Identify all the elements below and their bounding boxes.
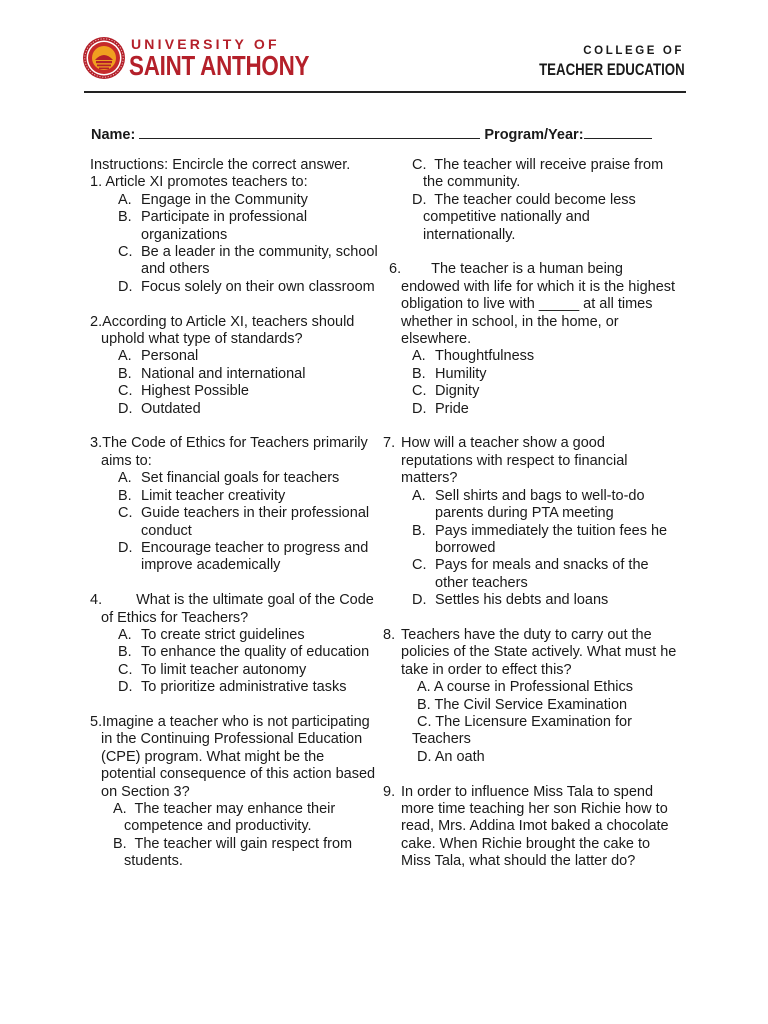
question-8: [385, 627, 680, 766]
option-a[interactable]: A. A course in Professional Ethics: [417, 679, 633, 696]
question-3: [90, 435, 380, 574]
university-name-line1: UNIVERSITY OF: [131, 36, 280, 52]
option-d[interactable]: D. To prioritize administrative tasks: [118, 679, 347, 696]
option-b[interactable]: B. To enhance the quality of education: [118, 644, 370, 661]
question-stem: 2.According to Article XI, teachers should uphold what type of standards?: [90, 313, 355, 348]
question-6: [385, 261, 680, 418]
name-label: Name:: [91, 127, 136, 143]
option-b[interactable]: B. The teacher will gain respect from students.: [113, 835, 353, 870]
option-b[interactable]: B. Limit teacher creativity: [118, 487, 286, 504]
option-c[interactable]: C. Guide teachers in their professional conduct: [118, 505, 370, 539]
question-1: [90, 174, 380, 296]
question-stem: 6. The teacher is a human being endowed with life for which it is the highest obligation to live with _____ at all times whether in school, in the home, or elsewhere.: [389, 261, 676, 348]
option-c[interactable]: C. Be a leader in the community, school and others: [118, 244, 378, 278]
page-header: [0, 0, 768, 96]
option-a[interactable]: A. To create strict guidelines: [118, 626, 305, 643]
option-d[interactable]: D. Settles his debts and loans: [412, 592, 609, 609]
option-c[interactable]: C. To limit teacher autonomy: [118, 661, 307, 678]
option-c[interactable]: C. The Licensure Examination for Teachers: [412, 713, 632, 748]
option-a[interactable]: A. Set financial goals for teachers: [118, 470, 340, 487]
option-c[interactable]: C. Highest Possible: [118, 383, 249, 400]
right-column: [385, 157, 680, 871]
question-stem: 3.The Code of Ethics for Teachers primarily aims to:: [90, 435, 368, 469]
question-7: [385, 435, 680, 609]
option-a[interactable]: A. Sell shirts and bags to well-to-do parents during PTA meeting: [412, 487, 645, 522]
option-c[interactable]: C. The teacher will receive praise from the community.: [412, 157, 664, 191]
name-program-row: [91, 126, 652, 143]
college-name-line1: COLLEGE OF: [583, 45, 684, 57]
instructions-text: Instructions: Encircle the correct answer.: [90, 157, 351, 173]
question-stem: 5.Imagine a teacher who is not participating in the Continuing Professional Education (CPE) program. What might be the potential consequence of this action based on Section 3?: [90, 713, 376, 800]
question-9: [385, 784, 680, 871]
option-d[interactable]: D. Encourage teacher to progress and improve academically: [118, 539, 369, 574]
option-b[interactable]: B. National and international: [118, 365, 306, 382]
question-number: 9.: [383, 783, 396, 800]
question-number: 6.: [389, 261, 402, 278]
option-d[interactable]: D. Pride: [412, 400, 469, 417]
option-a[interactable]: A. Engage in the Community: [118, 191, 308, 208]
option-b[interactable]: B. The Civil Service Examination: [417, 696, 628, 713]
option-c[interactable]: C. Dignity: [412, 383, 480, 400]
question-stem: 9. In order to influence Miss Tala to spend more time teaching her son Richie how to read, Mrs. Addina Imot baked a chocolate cake. When Richie brought the cake to Miss Tala, what should the latter do?: [383, 783, 669, 870]
option-d[interactable]: D. Outdated: [118, 400, 201, 417]
question-stem: 1. Article XI promotes teachers to:: [90, 174, 308, 191]
college-name-line2: TEACHER EDUCATION: [539, 60, 685, 79]
question-5: [90, 714, 380, 871]
option-b[interactable]: B. Humility: [412, 365, 487, 382]
question-4: [90, 592, 380, 696]
university-seal-icon: [82, 36, 126, 80]
program-year-field[interactable]: [584, 126, 652, 139]
question-2: [90, 314, 380, 418]
question-5-continued: [385, 157, 680, 244]
university-name-line2: SAINT ANTHONY: [129, 50, 310, 81]
name-field[interactable]: [139, 126, 480, 139]
option-a[interactable]: A. Personal: [118, 348, 199, 365]
question-stem: 7. How will a teacher show a good reputations with respect to financial matters?: [383, 435, 628, 487]
question-number: 7.: [383, 435, 396, 452]
option-a[interactable]: A. The teacher may enhance their competence and productivity.: [113, 800, 336, 835]
option-c[interactable]: C. Pays for meals and snacks of the other teachers: [412, 557, 649, 591]
question-stem: 8. Teachers have the duty to carry out the policies of the State actively. What must he take in order to effect this?: [383, 626, 677, 678]
header-divider: [84, 91, 686, 93]
question-stem: 4. What is the ultimate goal of the Code of Ethics for Teachers?: [90, 592, 374, 626]
question-number: 4.: [90, 592, 103, 609]
option-d[interactable]: D. The teacher could become less competitive nationally and internationally.: [412, 191, 636, 243]
option-d[interactable]: D. Focus solely on their own classroom: [118, 278, 375, 295]
program-year-label: Program/Year:: [484, 127, 584, 143]
left-column: [90, 157, 380, 871]
question-number: 8.: [383, 626, 396, 643]
option-a[interactable]: A. Thoughtfulness: [412, 348, 535, 365]
option-b[interactable]: B. Pays immediately the tuition fees he borrowed: [412, 522, 668, 556]
option-b[interactable]: B. Participate in professional organizations: [118, 209, 308, 243]
option-d[interactable]: D. An oath: [417, 748, 485, 765]
